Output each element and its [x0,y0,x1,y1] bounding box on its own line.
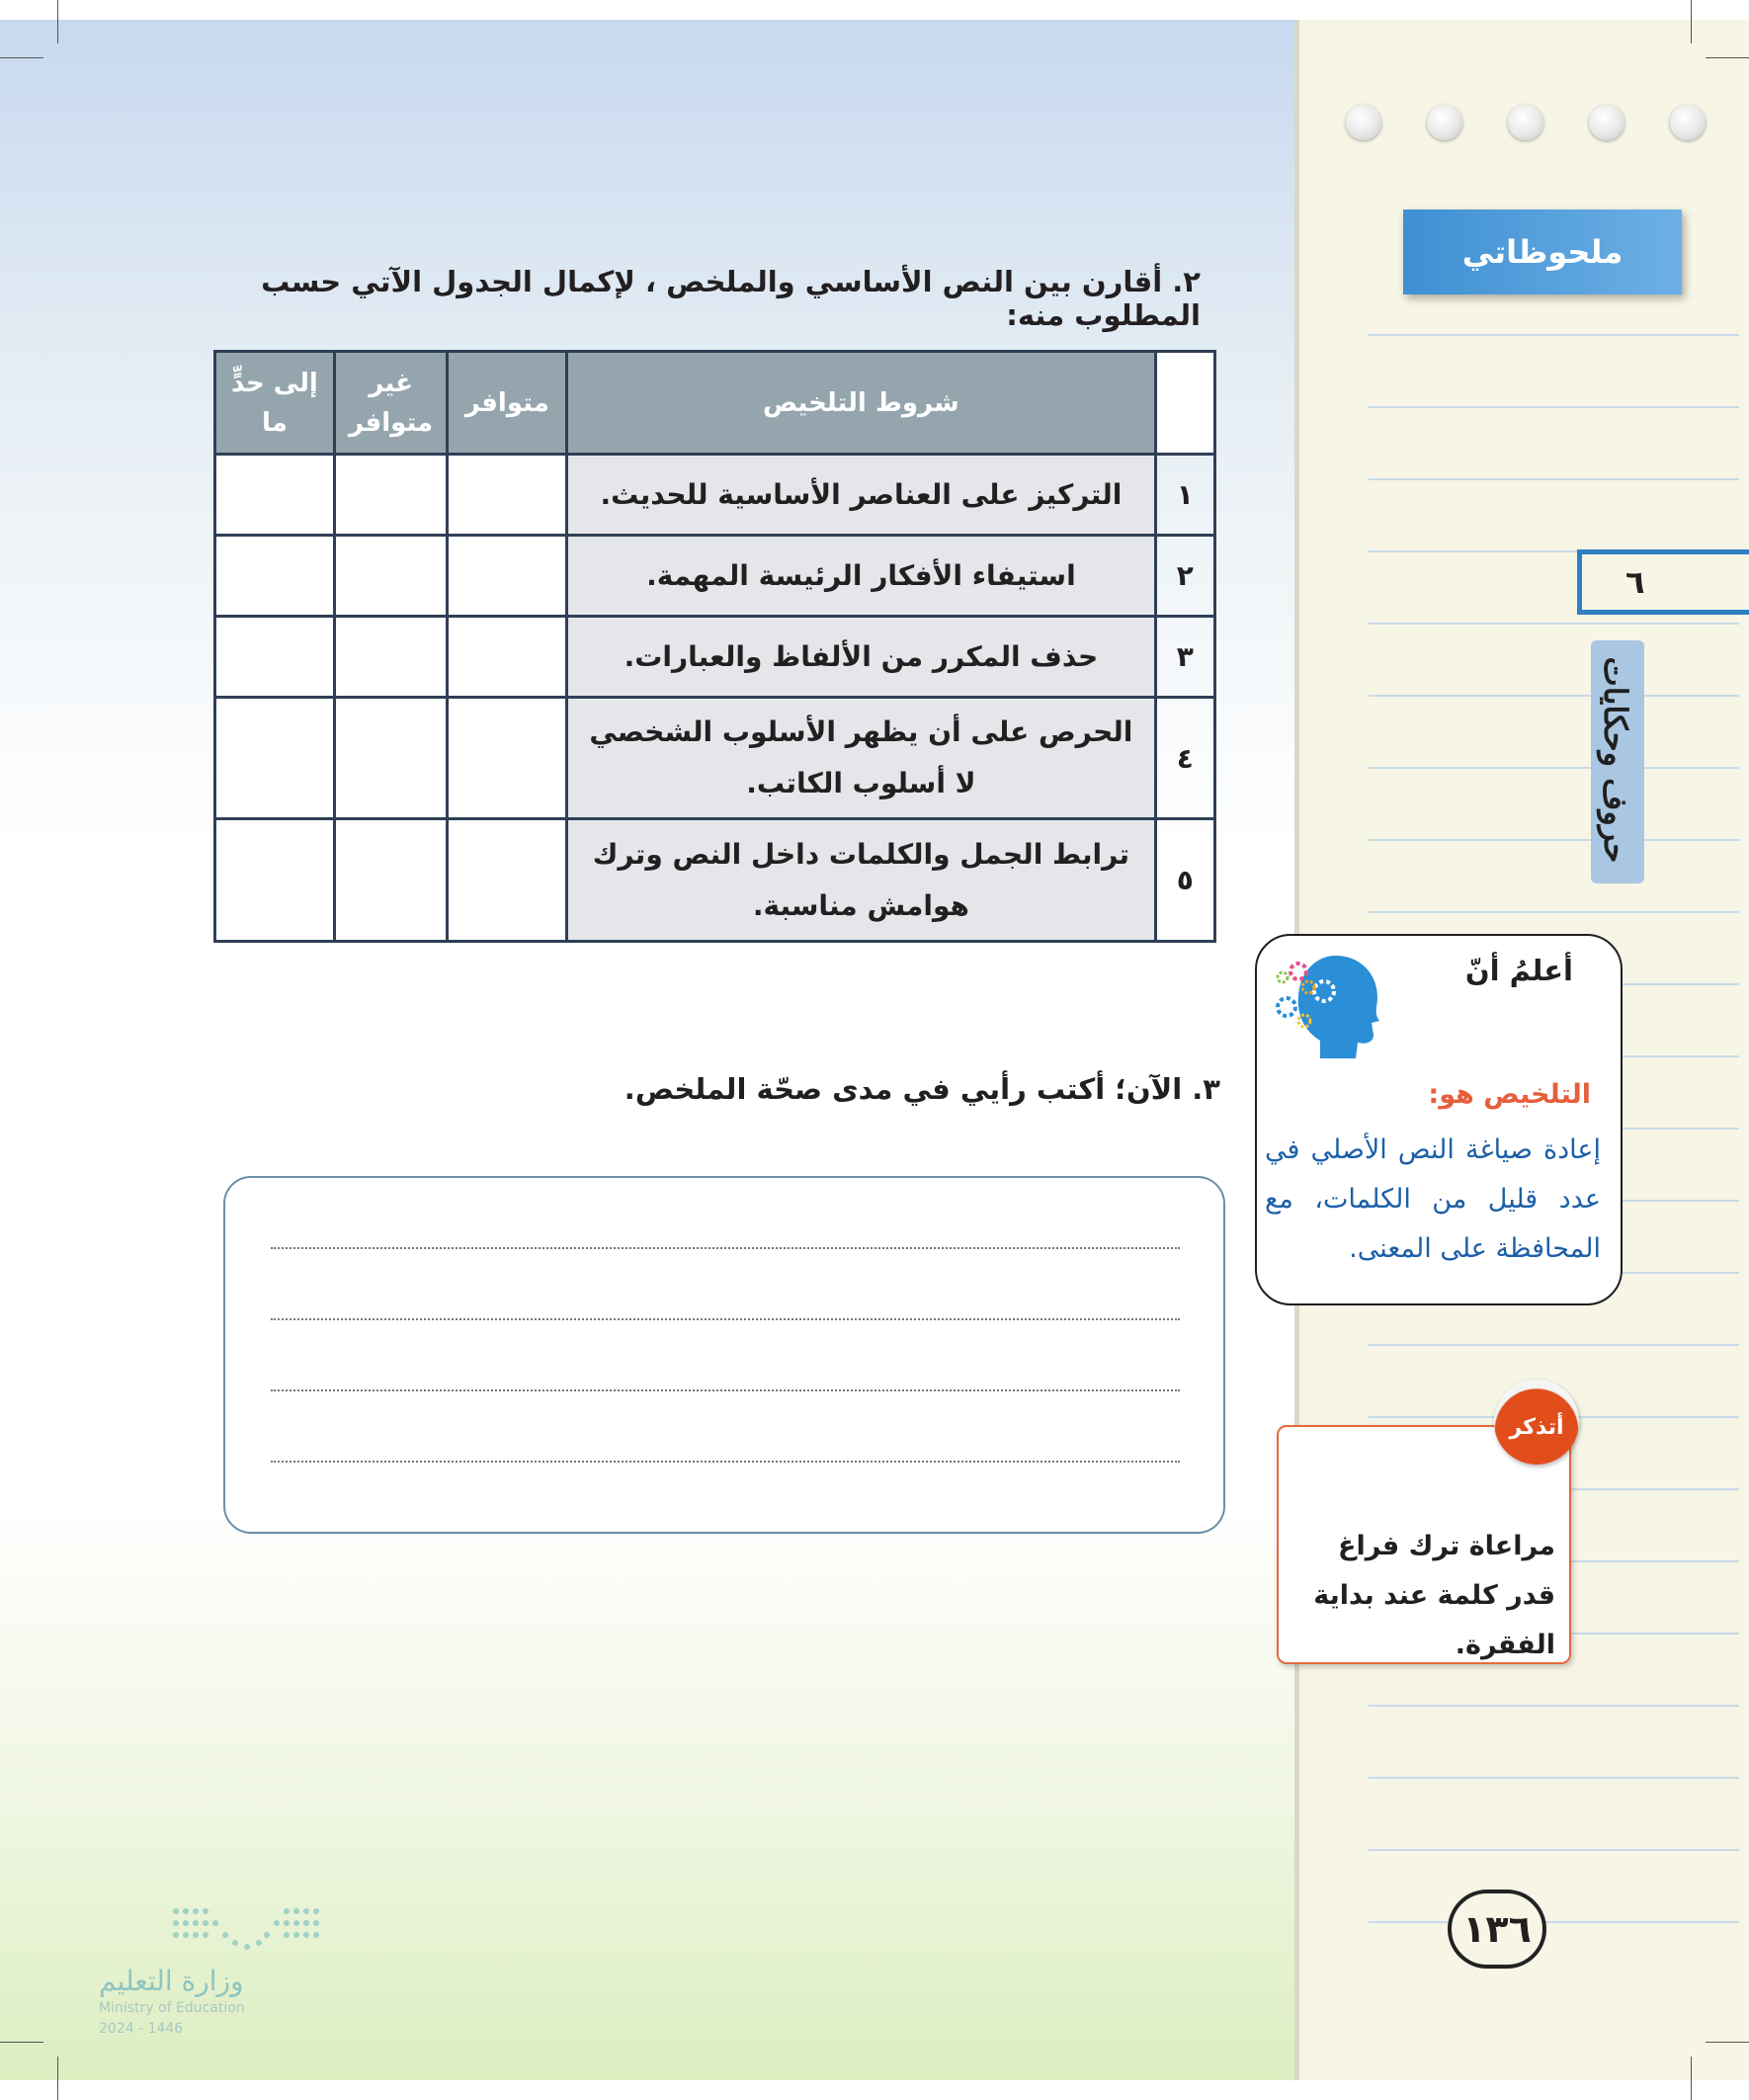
available-cell[interactable] [448,455,567,536]
crop-mark [1691,0,1692,43]
criterion-text: حذف المكرر من الألفاظ والعبارات. [567,617,1156,698]
table-row [215,819,1215,942]
remember-badge-label: أتذكر [1509,1414,1564,1440]
partially-cell[interactable] [215,819,335,942]
notebook-rule-line [1369,623,1739,625]
row-number: ٥ [1155,819,1214,942]
notebook-rule-line [1369,839,1739,841]
crop-mark [0,2042,43,2043]
know-that-box [1255,934,1623,1305]
crop-mark [1691,2057,1692,2100]
notebook-rule-line [1369,1777,1739,1779]
notebook-rule-line [1369,1849,1739,1851]
unit-title: حروف وحكايات [1597,656,1634,864]
header-criteria: شروط التلخيص [567,352,1156,455]
answer-line[interactable] [271,1247,1180,1249]
table-row [215,698,1215,819]
header-number-cell [1155,352,1214,455]
answer-line[interactable] [271,1318,1180,1320]
crop-mark [0,57,43,58]
head-gears-icon [1275,950,1385,1060]
notes-label: ملحوظاتي [1461,233,1624,271]
notebook-rule-line [1369,695,1739,697]
not-available-cell[interactable] [334,698,448,819]
partially-cell[interactable] [215,455,335,536]
criterion-text: التركيز على العناصر الأساسية للحديث. [567,455,1156,536]
notebook-rule-line [1369,1705,1739,1707]
available-cell[interactable] [448,819,567,942]
notebook-rule-line [1369,1344,1739,1346]
ministry-name-ar: وزارة التعليم [99,1965,244,1997]
available-cell[interactable] [448,617,567,698]
question-3: ٣. الآن؛ أكتب رأيي في مدى صحّة الملخص. [624,1072,1220,1106]
partially-cell[interactable] [215,698,335,819]
page-number-text: ١٣٦ [1462,1907,1532,1951]
partially-cell[interactable] [215,536,335,617]
answer-line[interactable] [271,1389,1180,1391]
crop-mark [57,0,58,43]
notebook-rule-line [1369,911,1739,913]
criterion-text: استيفاء الأفكار الرئيسة المهمة. [567,536,1156,617]
not-available-cell[interactable] [334,819,448,942]
available-cell[interactable] [448,698,567,819]
know-subtitle: التلخيص هو: [1428,1079,1591,1110]
notebook-rule-line [1369,478,1739,480]
notebook-rule-line [1369,1921,1739,1923]
criterion-text: ترابط الجمل والكلمات داخل النص وترك هوامش مناسبة. [567,819,1156,942]
binder-hole [1589,105,1624,140]
remember-body: مراعاة ترك فراغ قدر كلمة عند بداية الفقرة. [1313,1531,1555,1660]
summary-criteria-table [213,350,1216,943]
know-body: إعادة صياغة النص الأصلي في عدد قليل من الكلمات، مع المحافظة على المعنى. [1265,1134,1601,1264]
binder-hole [1508,105,1543,140]
row-number: ٤ [1155,698,1214,819]
know-title: أعلمُ أنّ [1464,954,1573,987]
row-number: ١ [1155,455,1214,536]
binder-hole [1670,105,1706,140]
partially-cell[interactable] [215,617,335,698]
not-available-cell[interactable] [334,617,448,698]
table-row [215,617,1215,698]
page-number [1448,1890,1546,1969]
criterion-text: الحرص على أن يظهر الأسلوب الشخصي لا أسلوب الكاتب. [567,698,1156,819]
notebook-rule-line [1369,406,1739,408]
not-available-cell[interactable] [334,455,448,536]
binder-hole [1346,105,1381,140]
available-cell[interactable] [448,536,567,617]
header-available: متوافر [448,352,567,455]
header-not-available: غير متوافر [334,352,448,455]
notebook-rule-line [1369,334,1739,336]
ministry-logo-icon [168,1901,326,1957]
binder-hole [1427,105,1462,140]
table-row [215,455,1215,536]
table-header-row [215,352,1215,455]
unit-number: ٦ [1625,563,1645,601]
table-row [215,536,1215,617]
remember-badge [1494,1380,1579,1465]
row-number: ٣ [1155,617,1214,698]
header-partially: إلى حدٍّ ما [215,352,335,455]
answer-line[interactable] [271,1461,1180,1463]
crop-mark [57,2057,58,2100]
ministry-year: 2024 - 1446 [99,2021,184,2037]
ministry-name-en: Ministry of Education [99,2000,245,2016]
unit-number-box [1577,549,1749,615]
question-2: ٢. أقارن بين النص الأساسي والملخص ، لإكمال الجدول الآتي حسب المطلوب منه: [261,265,1201,332]
notes-tab [1403,210,1682,294]
notebook-rule-line [1369,767,1739,769]
crop-mark [1706,2042,1749,2043]
not-available-cell[interactable] [334,536,448,617]
crop-mark [1706,57,1749,58]
row-number: ٢ [1155,536,1214,617]
answer-box[interactable] [223,1176,1225,1534]
